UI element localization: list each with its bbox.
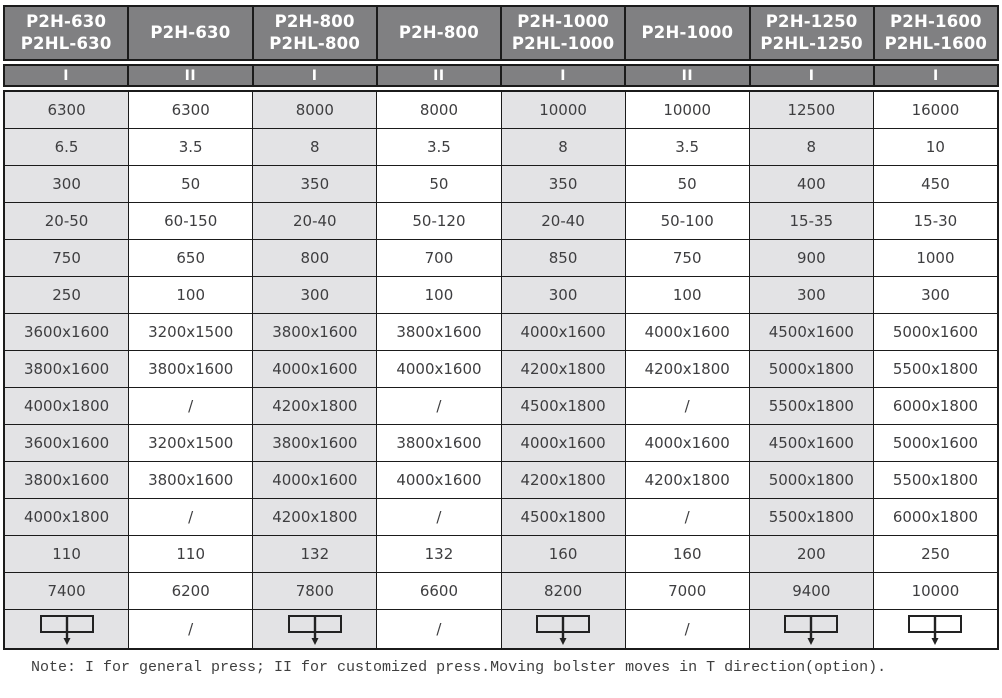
table-cell: 132 — [377, 536, 500, 572]
table-cell: 6000x1800 — [874, 499, 997, 535]
table-cell: 4200x1800 — [626, 351, 749, 387]
table-cell: / — [377, 388, 500, 424]
table-cell: 4500x1600 — [750, 425, 873, 461]
table-cell: 20-50 — [5, 203, 128, 239]
column-header-line: P2H-1000 — [517, 12, 609, 32]
table-cell: 7000 — [626, 573, 749, 609]
column-header-p2h-800 — [378, 7, 500, 59]
table-cell: 5500x1800 — [750, 499, 873, 535]
table-cell: 3800x1600 — [5, 462, 128, 498]
table-cell: 3800x1600 — [253, 425, 376, 461]
column-header-p2h-1000 — [626, 7, 748, 59]
table-cell: 8 — [502, 129, 625, 165]
table-cell: 8000 — [377, 92, 500, 128]
moving-bolster-cell — [502, 610, 625, 648]
table-cell: 3800x1600 — [5, 351, 128, 387]
table-cell: 900 — [750, 240, 873, 276]
moving-bolster-cell — [253, 610, 376, 648]
table-cell: 250 — [5, 277, 128, 313]
table-cell: 100 — [377, 277, 500, 313]
type-cell-col7: I — [751, 66, 873, 85]
table-cell: 16000 — [874, 92, 997, 128]
table-cell: 6300 — [129, 92, 252, 128]
table-cell: / — [129, 388, 252, 424]
table-cell: 350 — [253, 166, 376, 202]
type-cell-col8: I — [875, 66, 997, 85]
table-cell: 50 — [129, 166, 252, 202]
table-cell: 12500 — [750, 92, 873, 128]
column-header-line: P2HL-630 — [20, 34, 112, 53]
table-cell: 10000 — [502, 92, 625, 128]
column-header-line: P2H-630 — [150, 23, 231, 43]
table-cell: 3800x1600 — [253, 314, 376, 350]
column-header-p2h-630 — [5, 7, 127, 59]
table-cell: 100 — [129, 277, 252, 313]
table-cell: 3800x1600 — [129, 351, 252, 387]
table-cell: / — [129, 499, 252, 535]
table-cell: 50 — [626, 166, 749, 202]
table-cell: 20-40 — [502, 203, 625, 239]
column-header-line: P2H-1250 — [765, 12, 858, 32]
table-cell: 4200x1800 — [253, 499, 376, 535]
slash-cell: / — [626, 610, 749, 648]
column-header-line: P2H-800 — [398, 23, 479, 43]
column-header-p2h-630 — [129, 7, 251, 59]
table-cell: 3800x1600 — [377, 425, 500, 461]
column-header-p2h-1250 — [751, 7, 873, 59]
moving-bolster-icon — [779, 612, 843, 646]
table-cell: 15-35 — [750, 203, 873, 239]
column-header-line: P2HL-1000 — [511, 34, 615, 53]
table-cell: 15-30 — [874, 203, 997, 239]
table-cell: 4000x1600 — [502, 314, 625, 350]
table-cell: 4000x1600 — [626, 425, 749, 461]
table-cell: 160 — [502, 536, 625, 572]
column-header-line: P2HL-1600 — [884, 34, 988, 53]
table-cell: 7800 — [253, 573, 376, 609]
type-cell-col1: I — [5, 66, 127, 85]
table-cell: 5500x1800 — [874, 462, 997, 498]
moving-bolster-icon — [903, 612, 967, 646]
table-cell: 4000x1800 — [5, 388, 128, 424]
table-cell: 4000x1600 — [502, 425, 625, 461]
table-cell: 20-40 — [253, 203, 376, 239]
table-cell: 3.5 — [377, 129, 500, 165]
table-cell: 1000 — [874, 240, 997, 276]
table-cell: / — [377, 499, 500, 535]
column-header-p2h-1000 — [502, 7, 624, 59]
table-cell: 10000 — [874, 573, 997, 609]
table-body — [3, 90, 999, 650]
table-cell: 3200x1500 — [129, 425, 252, 461]
table-cell: 50-100 — [626, 203, 749, 239]
table-cell: 300 — [502, 277, 625, 313]
table-cell: 132 — [253, 536, 376, 572]
table-cell: 250 — [874, 536, 997, 572]
table-cell: 5000x1800 — [750, 351, 873, 387]
table-cell: 4500x1800 — [502, 499, 625, 535]
table-cell: 4500x1600 — [750, 314, 873, 350]
slash-cell: / — [377, 610, 500, 648]
type-cell-col5: I — [502, 66, 624, 85]
moving-bolster-cell — [5, 610, 128, 648]
table-cell: 5500x1800 — [874, 351, 997, 387]
table-cell: 450 — [874, 166, 997, 202]
table-cell: 4200x1800 — [626, 462, 749, 498]
type-cell-col4: II — [378, 66, 500, 85]
moving-bolster-icon — [531, 612, 595, 646]
column-header-p2h-1600 — [875, 7, 997, 59]
table-cell: 300 — [253, 277, 376, 313]
table-cell: 4000x1600 — [253, 462, 376, 498]
table-cell: 4000x1600 — [253, 351, 376, 387]
table-header-row — [3, 5, 999, 61]
table-cell: 800 — [253, 240, 376, 276]
table-cell: 850 — [502, 240, 625, 276]
table-cell: 4000x1800 — [5, 499, 128, 535]
table-cell: 5000x1800 — [750, 462, 873, 498]
table-cell: 3.5 — [129, 129, 252, 165]
table-cell: / — [626, 499, 749, 535]
moving-bolster-cell — [874, 610, 997, 648]
table-cell: 650 — [129, 240, 252, 276]
table-cell: 3.5 — [626, 129, 749, 165]
column-header-line: P2HL-800 — [269, 34, 361, 53]
table-cell: 8200 — [502, 573, 625, 609]
table-cell: 400 — [750, 166, 873, 202]
column-header-line: P2H-1600 — [889, 12, 982, 32]
table-cell: 9400 — [750, 573, 873, 609]
type-cell-col2: II — [129, 66, 251, 85]
table-cell: 6300 — [5, 92, 128, 128]
column-header-line: P2H-800 — [274, 12, 355, 32]
table-cell: 3600x1600 — [5, 314, 128, 350]
table-cell: / — [626, 388, 749, 424]
table-cell: 110 — [5, 536, 128, 572]
type-cell-col6: II — [626, 66, 748, 85]
table-cell: 50-120 — [377, 203, 500, 239]
moving-bolster-icon — [35, 612, 99, 646]
table-cell: 7400 — [5, 573, 128, 609]
table-type-row — [3, 64, 999, 87]
table-cell: 6600 — [377, 573, 500, 609]
table-cell: 3200x1500 — [129, 314, 252, 350]
table-cell: 300 — [5, 166, 128, 202]
table-cell: 3800x1600 — [377, 314, 500, 350]
column-header-line: P2H-1000 — [641, 23, 734, 43]
table-cell: 50 — [377, 166, 500, 202]
column-header-line: P2H-630 — [26, 12, 107, 32]
table-cell: 200 — [750, 536, 873, 572]
table-cell: 300 — [874, 277, 997, 313]
table-cell: 6200 — [129, 573, 252, 609]
table-cell: 300 — [750, 277, 873, 313]
table-cell: 10 — [874, 129, 997, 165]
table-cell: 5000x1600 — [874, 425, 997, 461]
table-cell: 750 — [5, 240, 128, 276]
slash-cell: / — [129, 610, 252, 648]
table-cell: 4200x1800 — [502, 462, 625, 498]
table-cell: 160 — [626, 536, 749, 572]
moving-bolster-icon — [283, 612, 347, 646]
moving-bolster-cell — [750, 610, 873, 648]
table-cell: 4000x1600 — [377, 462, 500, 498]
table-cell: 5500x1800 — [750, 388, 873, 424]
table-cell: 4200x1800 — [253, 388, 376, 424]
table-cell: 60-150 — [129, 203, 252, 239]
table-cell: 4000x1600 — [377, 351, 500, 387]
table-cell: 5000x1600 — [874, 314, 997, 350]
table-cell: 700 — [377, 240, 500, 276]
table-cell: 110 — [129, 536, 252, 572]
table-cell: 6.5 — [5, 129, 128, 165]
table-cell: 100 — [626, 277, 749, 313]
table-cell: 6000x1800 — [874, 388, 997, 424]
footnote: Note: I for general press; II for customized press.Moving bolster moves in T direction(option). — [31, 659, 887, 676]
table-cell: 8 — [750, 129, 873, 165]
table-cell: 3600x1600 — [5, 425, 128, 461]
type-cell-col3: I — [254, 66, 376, 85]
table-cell: 3800x1600 — [129, 462, 252, 498]
table-cell: 4500x1800 — [502, 388, 625, 424]
table-cell: 350 — [502, 166, 625, 202]
table-cell: 10000 — [626, 92, 749, 128]
column-header-line: P2HL-1250 — [760, 34, 863, 53]
table-cell: 750 — [626, 240, 749, 276]
table-cell: 8000 — [253, 92, 376, 128]
column-header-p2h-800 — [254, 7, 376, 59]
table-cell: 4200x1800 — [502, 351, 625, 387]
table-cell: 4000x1600 — [626, 314, 749, 350]
table-cell: 8 — [253, 129, 376, 165]
